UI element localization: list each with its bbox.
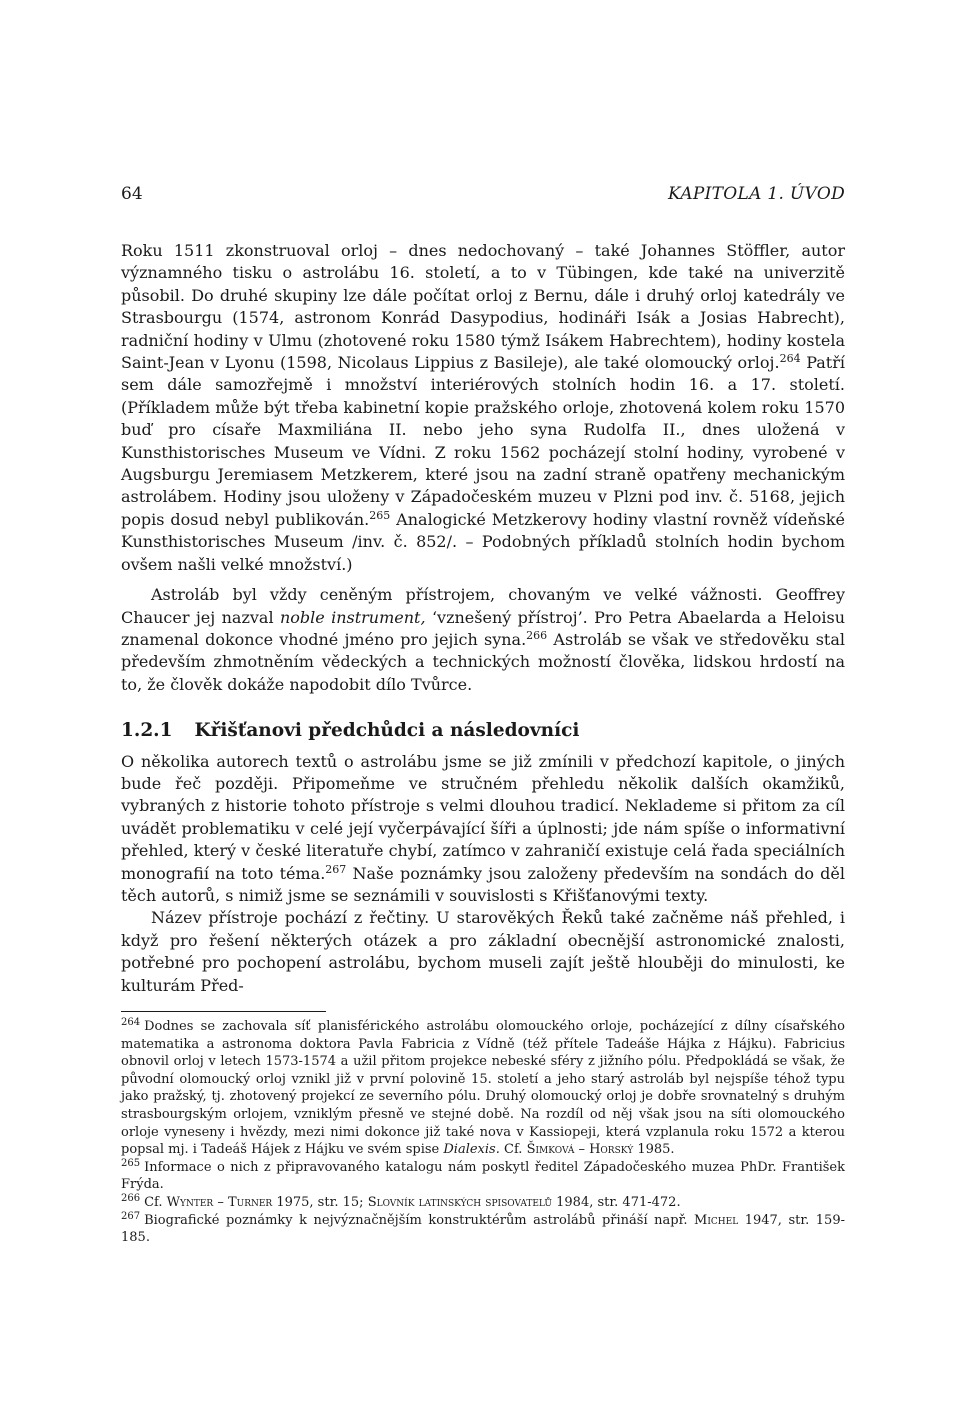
main-text bbox=[121, 240, 845, 1247]
paragraph-text: Astroláb byl vždy ceněným přístrojem, chovaným ve velké vážnosti. Geoffrey Chaucer jej nazval bbox=[121, 585, 845, 627]
paragraph-chaucer bbox=[121, 584, 845, 696]
footnotes bbox=[121, 1018, 845, 1247]
italic-phrase: noble instrument, bbox=[279, 607, 426, 627]
footnote-text: 1975, str. 15; bbox=[272, 1194, 368, 1210]
section-number: 1.2.1 bbox=[121, 720, 173, 742]
footnote-text: Cf. bbox=[499, 1142, 527, 1158]
footnote-text: Cf. bbox=[144, 1194, 167, 1210]
footnote-number: 266 bbox=[121, 1192, 141, 1204]
page-header bbox=[121, 184, 845, 204]
paragraph-text: Roku 1511 zkonstruoval orloj – dnes nedochovaný – také Johannes Stöffler, autor významného tisku o astrolábu 16. století, a to v Tübingen, kde také na univerzitě působil. Do druhé skupiny lze dále počítat orloj z Bernu, dále i druhý orloj katedrály ve Strasbourgu (1574, astronom Konrád Dasypodius, hodináři Isák a Josias Habrecht), radniční hodiny v Ulmu (zhotovené roku 1580 týmž Isákem Habrechtem), hodiny kostela Saint-Jean v Lyonu (1598, Nicolaus Lippius z Basileje), ale také olomoucký orloj. bbox=[121, 241, 845, 373]
footnote-number: 265 bbox=[121, 1157, 141, 1169]
footnote-divider bbox=[121, 1011, 326, 1012]
paragraph-greek: Název přístroje pochází z řečtiny. U starověkých Řeků také začněme náš přehled, i když pro řešení některých otázek a pro základní obecnější astronomické znalosti, potřebné pro pochopení astrolábu, bychom museli zajít ještě hlouběji do minulosti, ke kulturám Před- bbox=[121, 908, 845, 995]
footnote-text: 1985. bbox=[633, 1142, 675, 1158]
footnote-text: Biografické poznámky k nejvýznačnějším konstruktérům astrolábů přináší např. bbox=[144, 1212, 695, 1228]
footnote-ref-267[interactable]: 267 bbox=[325, 862, 347, 876]
section-title: Křišťanovi předchůdci a následovníci bbox=[194, 720, 580, 742]
footnote-266 bbox=[121, 1194, 845, 1212]
paragraph-authors bbox=[121, 751, 845, 908]
paragraph-text: Astroláb se však ve středověku stal především zhmotněním vědeckých a technických možností člověka, lidskou hrdostí na to, že člověk dokáže napodobit dílo Tvůrce. bbox=[121, 629, 846, 694]
page-number: 64 bbox=[121, 184, 143, 204]
footnote-ref-266[interactable]: 266 bbox=[526, 628, 548, 642]
author-name: Wynter – Turner bbox=[166, 1194, 273, 1210]
italic-title: Dialexis. bbox=[443, 1142, 500, 1158]
paragraph-text: Naše poznámky jsou založeny především na sondách do děl těch autorů, s nimiž jsme se seznámili v souvislosti s Křišťanovými texty. bbox=[121, 863, 845, 905]
author-name: Michel bbox=[694, 1212, 739, 1228]
section-heading bbox=[121, 720, 845, 742]
footnote-text: Informace o nich z připravovaného katalogu nám poskytl ředitel Západočeského muzea PhDr. František Frýda. bbox=[121, 1159, 845, 1193]
footnote-text: 1947, str. 159-185. bbox=[121, 1212, 845, 1246]
author-name: Slovník latinských spisovatelů bbox=[367, 1194, 552, 1210]
footnote-ref-265[interactable]: 265 bbox=[369, 508, 391, 522]
footnote-267 bbox=[121, 1212, 845, 1247]
paragraph-text: Patří sem dále samozřejmě i množství interiérových stolních hodin 16. a 17. století. (Příkladem může být třeba kabinetní kopie pražského orloje, zhotovená kolem roku 1570 buď pro císaře Maxmiliána II. nebo jeho syna Rudolfa II., dnes uložená v Kunsthistorisches Museum ve Vídni. Z roku 1562 pocházejí stolní hodiny, vyrobené v Augsburgu Jeremiasem Metzkerem, které jsou na zadní straně opatřeny mechanickým astrolábem. Hodiny jsou uloženy v Západočeském muzeu v Plzni pod inv. č. 5168, jejich popis dosud nebyl publikován. bbox=[121, 353, 845, 529]
paragraph-text: ‘vznešený přístroj’. Pro Petra Abaelarda a Heloisu znamenal dokonce vhodné jméno pro jejich syna. bbox=[121, 607, 846, 649]
paragraph-text: O několika autorech textů o astrolábu jsme se již zmínili v předchozí kapitole, o jiných bude řeč později. Připomeňme ve stručném přehledu několik dalších okamžiků, vybraných z historie tohoto přístroje s velmi dlouhou tradicí. Neklademe si přitom za cíl uvádět problematiku v celé její vyčerpávající šíři a úplnosti; jde nám spíše o informativní přehled, který v české literatuře chybí, zatímco v zahraničí existuje celá řada speciálních monografií na toto téma. bbox=[121, 751, 845, 883]
paragraph-text: Analogické Metzkerovy hodiny vlastní rovněž vídeňské Kunsthistorisches Museum /inv. č. 852/. – Podobných příkladů stolních hodin bychom ovšem našli velké množství.) bbox=[121, 509, 845, 574]
footnote-ref-264[interactable]: 264 bbox=[779, 352, 801, 366]
footnote-text: Dodnes se zachovala síť planisférického astrolábu olomouckého orloje, pocházející z dílny císařského matematika a astronoma doktora Pavla Fabricia z Vídně (též přítele Tadeáše Hájka z Hájku). Fabricius obnovil orloj v letech 1573-1574 a užil přitom projekce nebeské sféry z jižního pólu. Předpokládá se však, že původní olomoucký orloj vznikl již v první polovině 15. století a jeho starý astroláb byl nejspíše téhož typu jako pražský, tj. zhotovený projekcí ze severního pólu. Druhý olomoucký orloj je dobře srovnatelný s druhým strasbourgským orlojem, vzniklým přesně ve stejné době. Na rozdíl od něj však jsou na síti olomouckého orloje vyneseny i hvězdy, mezi nimi dokonce již také nova v Kassiopeji, která vzplanula roku 1572 a kterou popsal mj. i Tadeáš Hájek z Hájku ve svém spise bbox=[121, 1019, 845, 1158]
running-head: KAPITOLA 1. ÚVOD bbox=[668, 184, 845, 204]
footnote-264 bbox=[121, 1018, 845, 1159]
author-name: Šimková – Horský bbox=[526, 1142, 634, 1158]
footnote-number: 267 bbox=[121, 1210, 141, 1222]
footnote-265 bbox=[121, 1159, 845, 1194]
footnote-number: 264 bbox=[121, 1017, 141, 1028]
paragraph-stoffler bbox=[121, 240, 845, 576]
footnote-text: 1984, str. 471-472. bbox=[552, 1194, 681, 1210]
